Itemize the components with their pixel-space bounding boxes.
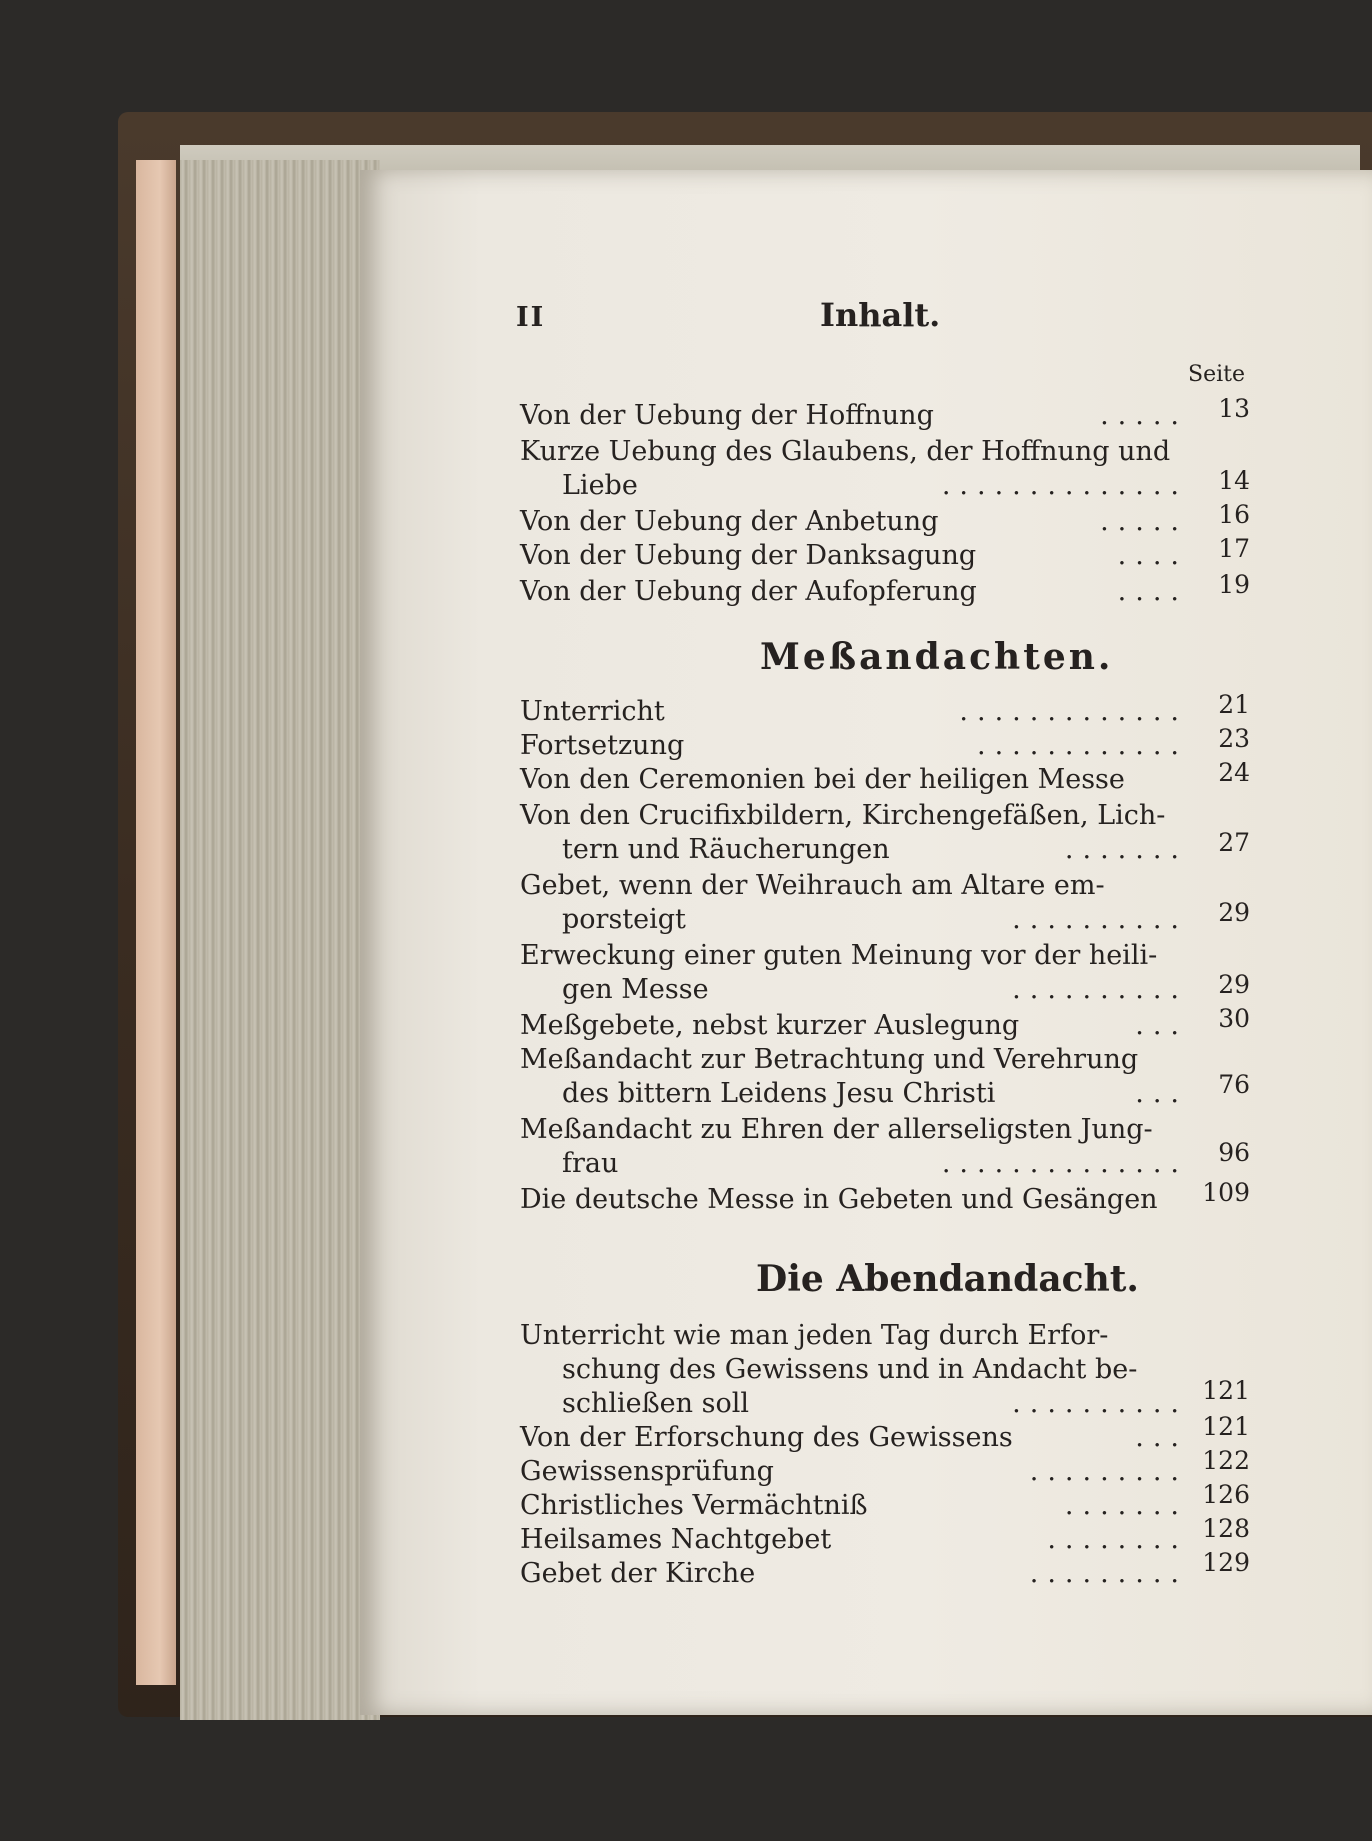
toc-page-number: 109 — [1202, 1178, 1250, 1207]
toc-page-number: 30 — [1218, 1004, 1250, 1033]
toc-page-number: 27 — [1218, 828, 1250, 857]
toc-page-number: 126 — [1202, 1480, 1250, 1509]
toc-entry-text: Fortsetzung — [520, 730, 685, 761]
toc-entry-text: des bittern Leidens Jesu Christi — [562, 1078, 996, 1109]
toc-page-number: 23 — [1218, 724, 1250, 753]
toc-page-number: 128 — [1202, 1514, 1250, 1543]
toc-entry-text: Heilsames Nachtgebet — [520, 1524, 832, 1555]
toc-page-number: 29 — [1218, 898, 1250, 927]
toc-page-number: 76 — [1218, 1070, 1250, 1099]
page-column-label: Seite — [1188, 362, 1245, 387]
toc-page-number: 14 — [1218, 466, 1250, 495]
toc-entry-text: Meßandacht zur Betrachtung und Verehrung — [520, 1044, 1139, 1075]
toc-page-number: 29 — [1218, 970, 1250, 999]
toc-page-number: 16 — [1218, 500, 1250, 529]
toc-page-number: 96 — [1218, 1138, 1250, 1167]
toc-entry-text: Unterricht — [520, 696, 665, 727]
section-heading-abendandacht: Die Abendandacht. — [756, 1258, 1139, 1300]
toc-entry-text: Unterricht wie man jeden Tag durch Erfor- — [520, 1320, 1109, 1351]
section-heading-messandachten: Meßandachten. — [760, 636, 1114, 678]
toc-entry-text: porsteigt — [562, 904, 686, 935]
toc-entry-text: Erweckung einer guten Meinung vor der heili- — [520, 940, 1158, 971]
toc-entry-text: Kurze Uebung des Glaubens, der Hoffnung und — [520, 436, 1171, 467]
toc-page-number: 13 — [1218, 394, 1250, 423]
toc-entry-text: Von der Uebung der Hoffnung — [520, 400, 934, 431]
toc-entry-text: Von der Uebung der Anbetung — [520, 506, 939, 537]
toc-entry-text: Von der Uebung der Danksagung — [520, 540, 977, 571]
toc-entry-text: Gewissensprüfung — [520, 1456, 774, 1487]
toc-entry-text: Die deutsche Messe in Gebeten und Gesängen — [520, 1184, 1158, 1215]
toc-entry-text: schließen soll — [562, 1388, 749, 1419]
toc-entry-text: Von den Ceremonien bei der heiligen Messe — [520, 764, 1125, 795]
toc-page-number: 121 — [1202, 1412, 1250, 1441]
running-head: Inhalt. — [820, 296, 941, 334]
toc-entry-text: Von den Crucifixbildern, Kirchengefäßen, Lich- — [520, 800, 1166, 831]
toc-entry-text: Christliches Vermächtniß — [520, 1490, 868, 1521]
toc-entry-text: frau — [562, 1148, 619, 1179]
toc-page-number: 17 — [1218, 534, 1250, 563]
toc-entry-text: Gebet der Kirche — [520, 1558, 756, 1589]
toc-page-number: 24 — [1218, 758, 1250, 787]
text-block-page-edges — [180, 160, 380, 1720]
toc-entry-text: gen Messe — [562, 974, 709, 1005]
toc-page-number: 129 — [1202, 1548, 1250, 1577]
toc-entry-text: Gebet, wenn der Weihrauch am Altare em- — [520, 870, 1105, 901]
toc-entry-text: Von der Uebung der Aufopferung — [520, 576, 977, 607]
toc-page-number: 19 — [1218, 570, 1250, 599]
page-folio: II — [516, 302, 546, 333]
toc-entry-text: Meßgebete, nebst kurzer Auslegung — [520, 1010, 1020, 1041]
toc-entry-text: Von der Erforschung des Gewissens — [520, 1422, 1013, 1453]
cover-inner-edge — [136, 160, 176, 1685]
toc-entry-text: Meßandacht zu Ehren der allerseligsten Jung- — [520, 1114, 1153, 1145]
toc-page-number: 121 — [1202, 1376, 1250, 1405]
toc-page-number: 21 — [1218, 690, 1250, 719]
toc-entry-text: Liebe — [562, 470, 638, 501]
toc-page-number: 122 — [1202, 1446, 1250, 1475]
toc-entry-text: schung des Gewissens und in Andacht be- — [562, 1354, 1138, 1385]
toc-entry-text: tern und Räucherungen — [562, 834, 890, 865]
